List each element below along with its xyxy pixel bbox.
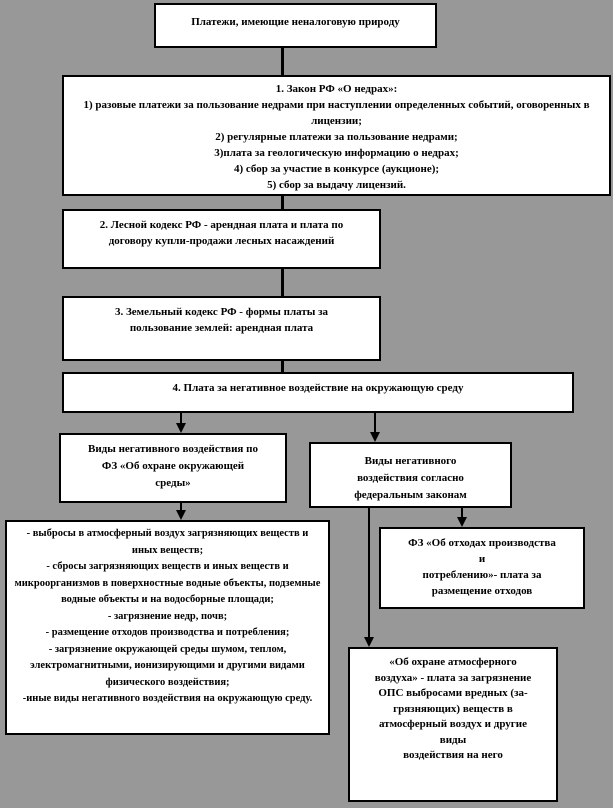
connector-federal-to-air — [368, 508, 370, 638]
subsoil-law-line: 5) сбор за выдачу лицензий. — [267, 179, 406, 191]
land-code-box — [62, 296, 381, 361]
air-law-line: ОПС выбросами вредных (за- — [378, 687, 528, 699]
subsoil-law-line: 1) разовые платежи за пользование недрами при наступлении определенных событий, оговоренных в лицензии; — [83, 99, 590, 127]
forest-code-box — [62, 209, 381, 269]
connector-land-to-impact — [281, 361, 284, 372]
negative-impact-text: 4. Плата за негативное воздействие на окружающую среду — [172, 382, 464, 394]
subsoil-law-line: 1. Закон РФ «О недрах»: — [275, 83, 398, 95]
impact-types-federal-line: воздействия согласно — [357, 472, 464, 484]
impact-list-item: - загрязнение недр, почв; — [107, 610, 228, 622]
arrowhead-down-icon — [176, 510, 186, 520]
air-law-line: воздуха» - плата за загрязнение — [374, 671, 532, 684]
subsoil-law-line: 4) сбор за участие в конкурсе (аукционе); — [233, 163, 440, 175]
impact-list-item: - выбросы в атмосферный воздух загрязняющих веществ и иных веществ; — [26, 528, 309, 556]
connector-impact-to-federal — [374, 413, 376, 433]
impact-list-item: - загрязнение окружающей среды шумом, теплом, электромагнитными, ионизирующими и другими видами физического воздействия; — [30, 643, 305, 688]
forest-code-text: 2. Лесной кодекс РФ - арендная плата и плата по договору купли-продажи лесных насаждений — [99, 219, 344, 247]
air-law-line: воздействия на него — [403, 749, 503, 761]
negative-impact-box — [62, 372, 574, 413]
subsoil-law-box — [62, 75, 611, 196]
impact-list-item: - сбросы загрязняющих веществ и иных веществ и микроорганизмов в поверхностные водные объекты, подземные водные объекты и на водосборные площади; — [14, 561, 321, 605]
waste-law-line: размещение отходов — [431, 585, 533, 597]
waste-law-line: ФЗ «Об отходах производства — [408, 537, 556, 549]
impact-types-federal-line: Виды негативного — [364, 455, 457, 467]
air-law-box — [348, 647, 558, 802]
waste-law-line: потреблению»- плата за — [422, 569, 542, 581]
impact-types-federal-line: федеральным законам — [354, 489, 467, 501]
impact-types-envlaw-line: Виды негативного воздействия по — [88, 443, 258, 455]
impact-types-envlaw-box — [59, 433, 287, 503]
title-box — [154, 3, 437, 48]
connector-title-to-subsoil — [281, 48, 284, 75]
air-law-line: «Об охране атмосферного — [389, 656, 517, 668]
title-box-text: Платежи, имеющие неналоговую природу — [191, 16, 400, 28]
impact-list-item: - размещение отходов производства и потребления; — [45, 627, 290, 638]
arrowhead-down-icon — [457, 517, 467, 527]
land-code-text: 3. Земельный кодекс РФ - формы платы за пользование землей: арендная плата — [114, 306, 328, 334]
impact-list-box — [5, 520, 330, 735]
impact-types-envlaw-line: среды» — [155, 477, 191, 489]
arrowhead-down-icon — [176, 423, 186, 433]
connector-forest-to-land — [281, 269, 284, 296]
waste-law-line: и — [478, 553, 486, 565]
arrowhead-down-icon — [364, 637, 374, 647]
arrowhead-down-icon — [370, 432, 380, 442]
impact-types-federal-box — [309, 442, 512, 508]
impact-types-envlaw-line: ФЗ «Об охране окружающей — [101, 460, 245, 472]
impact-list-item: -иные виды негативного воздействия на окружающую среду. — [22, 693, 313, 704]
connector-subsoil-to-forest — [281, 196, 284, 209]
subsoil-law-line: 2) регулярные платежи за пользование недрами; — [215, 131, 458, 143]
air-law-line: виды — [439, 733, 467, 746]
air-law-line: грязняющих) веществ в — [393, 702, 513, 715]
waste-law-box — [379, 527, 585, 609]
air-law-line: атмосферный воздух и другие — [378, 718, 528, 730]
subsoil-law-line: 3)плата за геологическую информацию о недрах; — [214, 147, 459, 159]
